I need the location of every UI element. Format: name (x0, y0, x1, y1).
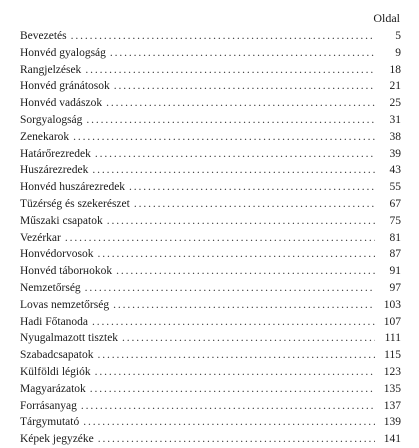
toc-entry-title: Műszaki csapatok (20, 214, 103, 227)
toc-entry-page-number: 31 (389, 113, 401, 126)
toc-entry (20, 146, 401, 163)
toc-entry (20, 246, 401, 263)
toc-entry-title: Bevezetés (20, 30, 67, 42)
toc-entry-page-number: 55 (389, 181, 401, 194)
toc-entry-page-number: 81 (389, 231, 401, 244)
dot-leader (97, 246, 375, 263)
toc-entry-title: Honvéd gránátosok (20, 80, 110, 93)
dot-leader (95, 146, 375, 163)
toc-entry-page-number: 107 (383, 315, 401, 328)
toc-entry (20, 196, 401, 213)
dot-leader (129, 179, 375, 196)
toc-entry-title: Honvéd gyalogság (20, 46, 106, 59)
toc-entry-page-number: 67 (389, 197, 401, 210)
dot-leader (81, 398, 375, 415)
toc-entry-page-number: 115 (384, 349, 401, 362)
toc-entry (20, 162, 401, 179)
toc-entry-title: Honvédorvosok (20, 248, 94, 261)
dot-leader (86, 112, 375, 129)
toc-entry-page-number: 87 (389, 248, 401, 261)
dot-leader (122, 330, 375, 347)
toc-entry (20, 280, 401, 297)
dot-leader (85, 62, 375, 79)
dot-leader (95, 364, 375, 381)
toc-entry-title: Honvéd táborнokok (20, 265, 113, 278)
toc-entry-title: Honvéd huszárezredek (20, 181, 126, 194)
toc-entry-page-number: 141 (383, 433, 401, 446)
toc-entry-title: Határőrezredek (20, 147, 91, 160)
toc-entry-page-number: 111 (384, 332, 401, 345)
toc-entry-page-number: 139 (383, 416, 401, 429)
toc-entry (20, 414, 401, 431)
toc-entry-page-number: 123 (383, 365, 401, 378)
toc-entry-page-number: 91 (389, 265, 401, 278)
toc-entry-title: Külföldi légiók (20, 365, 91, 378)
dot-leader (106, 95, 375, 112)
dot-leader (90, 381, 375, 398)
dot-leader (83, 414, 375, 431)
dot-leader (73, 129, 375, 146)
toc-entry (20, 314, 401, 331)
toc-entry-title: Honvéd vadászok (20, 97, 103, 110)
toc-entry-page-number: 43 (389, 164, 401, 177)
toc-entry (20, 129, 401, 146)
toc-entry-page-number: 9 (395, 46, 401, 59)
toc-entry-page-number: 25 (389, 97, 401, 110)
dot-leader (134, 196, 375, 213)
toc-entry-title: Tüzérség és szekerészet (20, 197, 130, 210)
dot-leader (92, 314, 375, 331)
toc-entry (20, 381, 401, 398)
toc-entry-page-number: 137 (383, 399, 401, 412)
toc-entry-title: Zenekarok (20, 130, 70, 143)
dot-leader (107, 213, 375, 230)
page-column-header: Oldal (373, 11, 400, 25)
toc-entry-page-number: 21 (389, 80, 401, 93)
toc-entry-page-number: 18 (389, 63, 401, 76)
toc-entry-page-number: 39 (389, 147, 401, 160)
toc-entry (20, 179, 401, 196)
dot-leader (92, 162, 375, 179)
toc-entry (20, 78, 401, 95)
toc-entry-title: Huszárezredek (20, 164, 89, 177)
toc-entry-title: Lovas nemzetőrség (20, 298, 110, 311)
toc-entry-page-number: 135 (383, 382, 401, 395)
toc-entry-page-number: 38 (389, 130, 401, 143)
dot-leader (110, 45, 375, 62)
toc-entry-title: Tárgymutató (20, 416, 80, 429)
toc-entry-title: Nemzetőrség (20, 281, 81, 294)
dot-leader (98, 431, 375, 448)
dot-leader (71, 28, 375, 45)
toc-entry (20, 431, 401, 448)
toc-entry-title: Rangjelzések (20, 63, 82, 76)
toc-entry (20, 28, 401, 45)
dot-leader (113, 297, 375, 314)
toc-entry-title: Sorgyalogság (20, 113, 83, 126)
toc-entry (20, 297, 401, 314)
toc-entry (20, 230, 401, 247)
toc-entry (20, 330, 401, 347)
toc-list (20, 28, 401, 448)
toc-entry-page-number: 75 (389, 214, 401, 227)
toc-entry (20, 213, 401, 230)
toc-entry-title: Vezérkar (20, 231, 61, 244)
dot-leader (116, 263, 375, 280)
dot-leader (85, 280, 375, 297)
toc-entry-page-number: 97 (389, 281, 401, 294)
toc-entry-title: Szabadcsapatok (20, 349, 94, 362)
toc-entry (20, 364, 401, 381)
dot-leader (65, 230, 375, 247)
toc-entry (20, 62, 401, 79)
dot-leader (114, 78, 375, 95)
toc-entry-title: Hadi Főtanoda (20, 315, 89, 328)
toc-entry-title: Képek jegyzéke (20, 433, 94, 446)
table-of-contents-page (20, 8, 401, 448)
toc-entry-page-number: 103 (383, 298, 401, 311)
toc-entry (20, 398, 401, 415)
toc-entry (20, 112, 401, 129)
toc-entry (20, 95, 401, 112)
toc-entry-title: Magyarázatok (20, 382, 86, 395)
toc-entry (20, 263, 401, 280)
dot-leader (97, 347, 375, 364)
toc-entry (20, 45, 401, 62)
toc-entry-page-number: 5 (395, 30, 401, 42)
toc-entry-title: Forrásanyag (20, 399, 77, 412)
toc-entry-title: Nyugalmazott tisztek (20, 332, 119, 345)
toc-entry (20, 347, 401, 364)
